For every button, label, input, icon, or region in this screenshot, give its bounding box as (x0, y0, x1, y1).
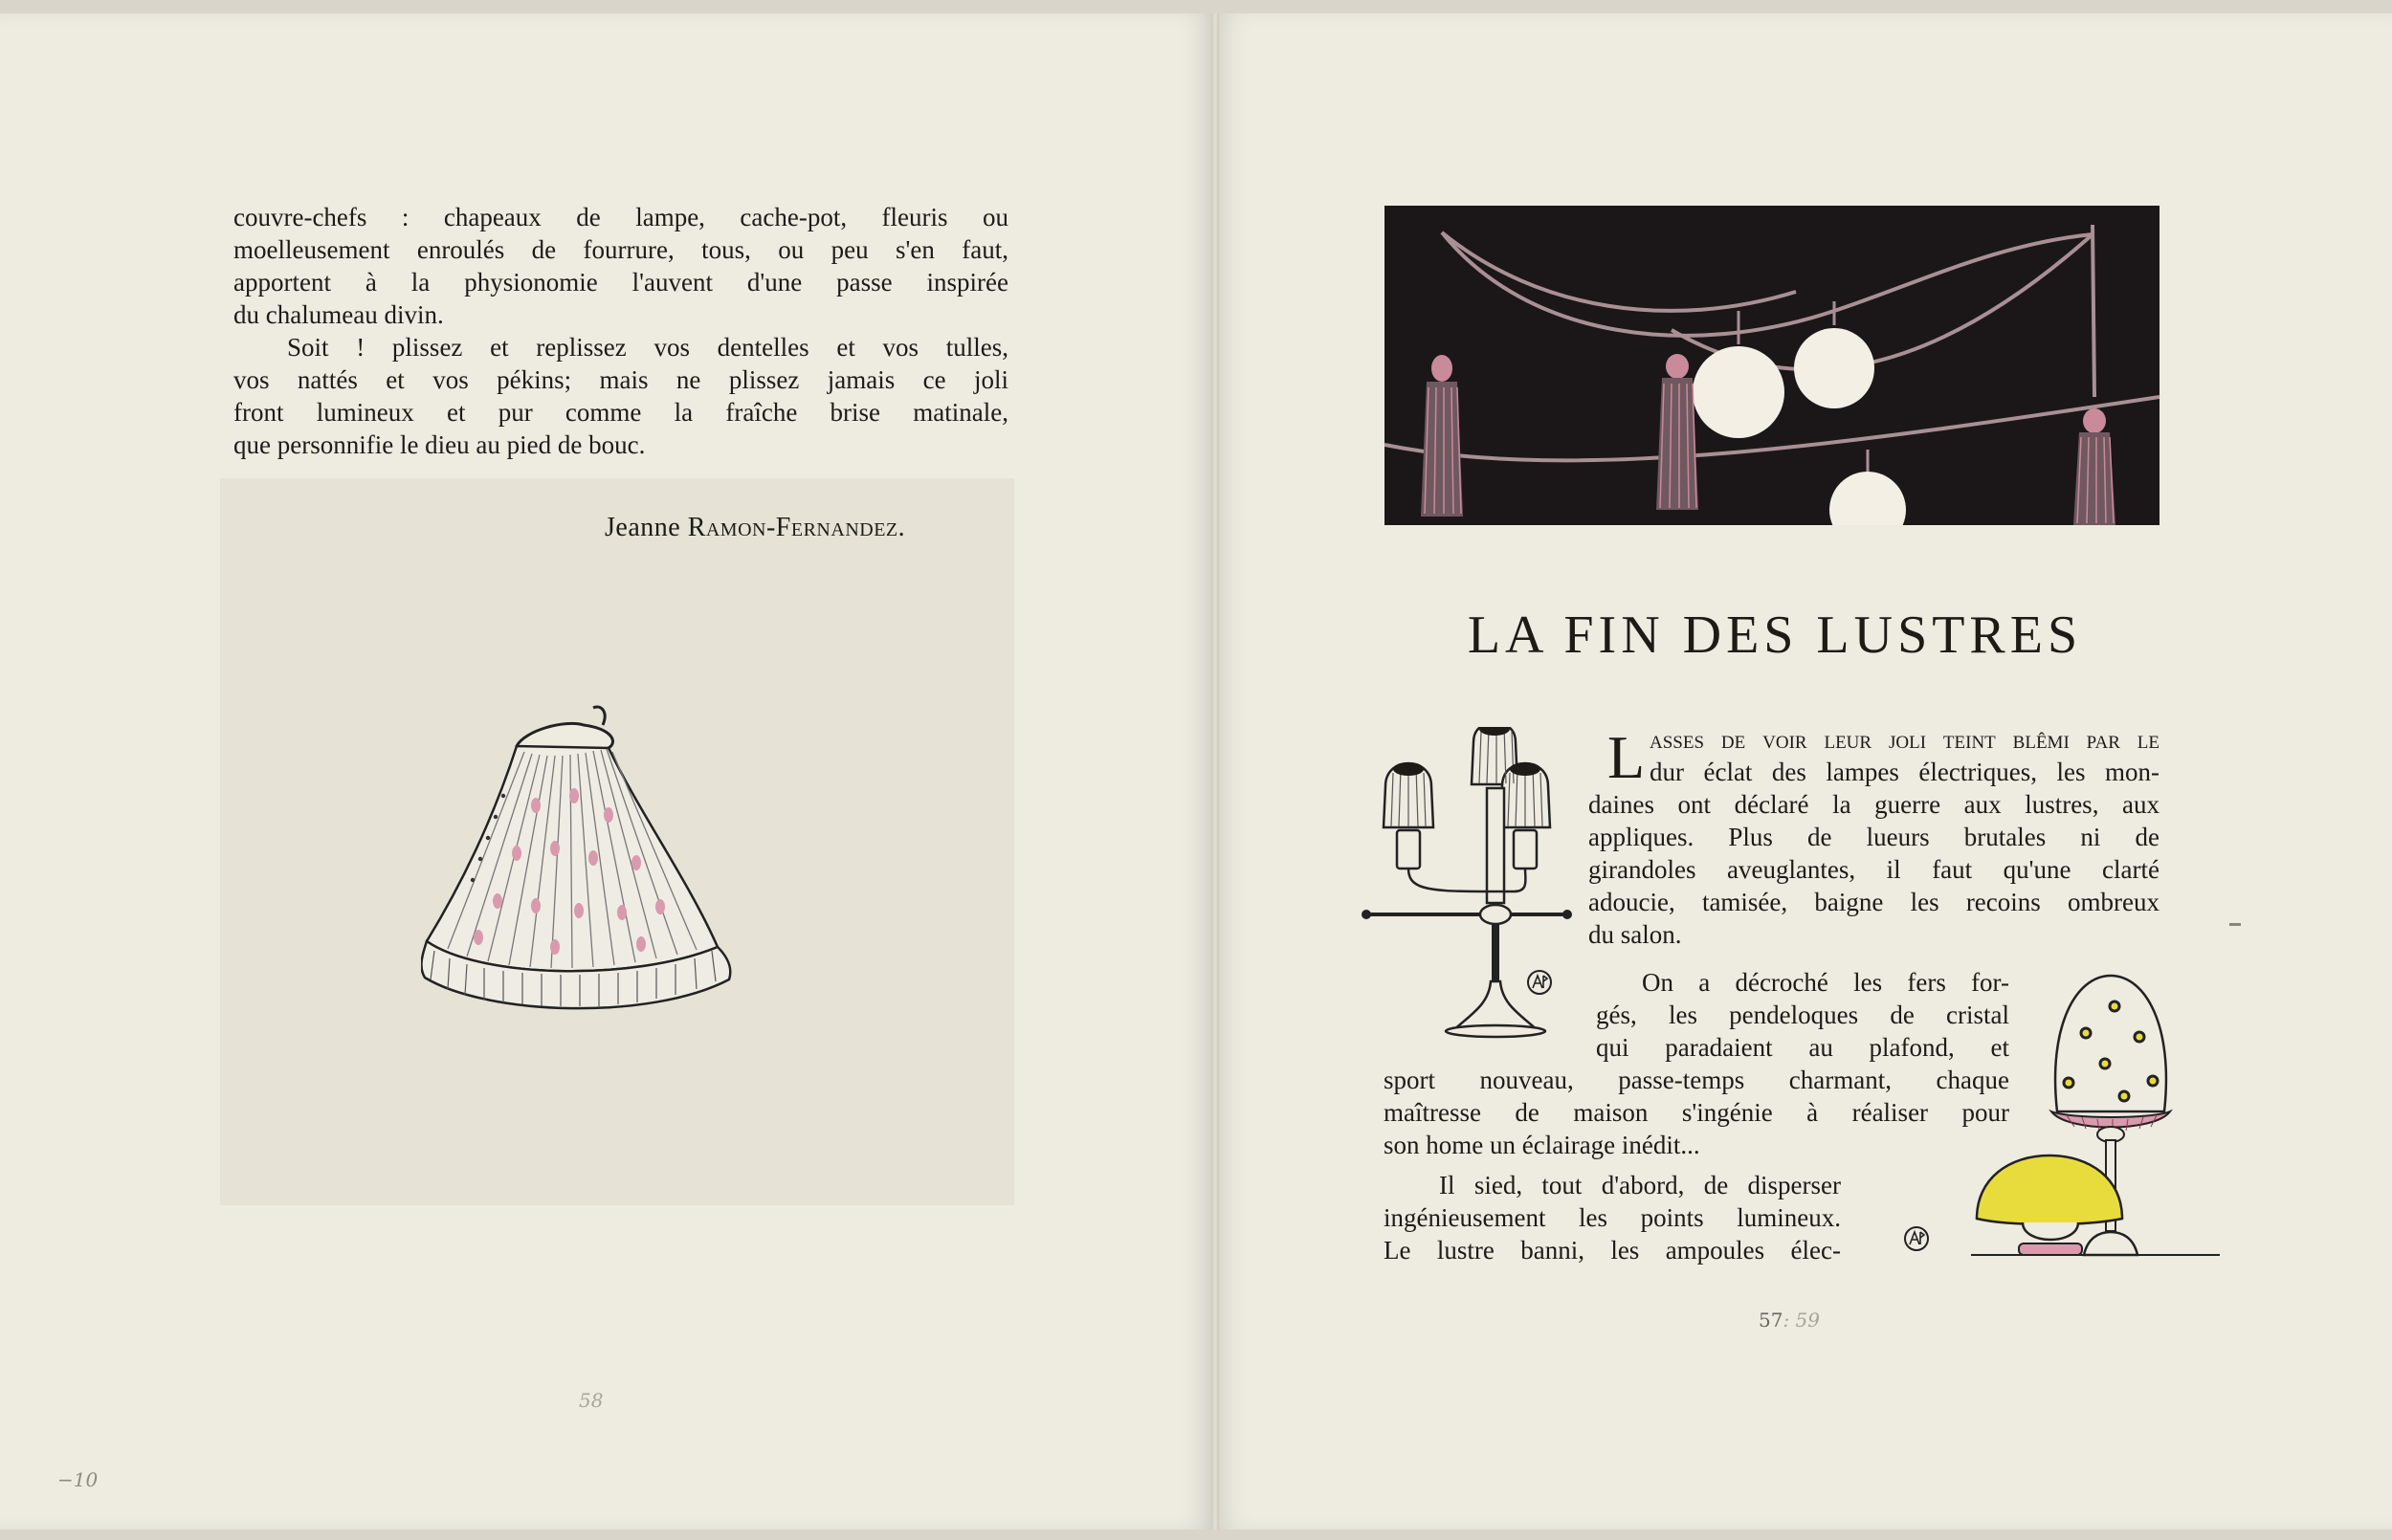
article-title: LA FIN DES LUSTRES (1467, 605, 2083, 665)
hanging-globe-lamps-icon (1384, 206, 2159, 525)
mushroom-lamps-icon (1971, 968, 2220, 1265)
text-line: sport nouveau, passe-temps charmant, chaque (1384, 1066, 2009, 1094)
text-line: Soit ! plissez et replissez vos dentelles et vos tulles, (287, 333, 1008, 362)
pencil-page-number: : 59 (1783, 1309, 1820, 1331)
text-line: moelleusement enroulés de fourrure, tous, ou peu s'en faut, (233, 235, 1008, 264)
text-line: ingénieusement les points lumineux. (1384, 1203, 1841, 1232)
text-line: adoucie, tamisée, baigne les recoins ombreux (1588, 888, 2159, 916)
text-line: dur éclat des lampes électriques, les mon- (1650, 758, 2159, 786)
text-line: couvre-chefs : chapeaux de lampe, cache-pot, fleuris ou (233, 203, 1008, 231)
text-line: apportent à la physionomie l'auvent d'une passe inspirée (233, 268, 1008, 297)
text-line: Il sied, tout d'abord, de disperser (1439, 1171, 1841, 1199)
text-line: On a décroché les fers for- (1642, 968, 2009, 997)
text-line: du chalumeau divin. (233, 300, 444, 329)
text-line: daines ont déclaré la guerre aux lustres, aux (1588, 790, 2159, 819)
monogram-icon (1525, 968, 1554, 997)
text-line: du salon. (1588, 920, 1682, 949)
text-line-first: asses de voir leur joli teint blêmi par le (1650, 725, 2159, 754)
pencil-margin-mark: −10 (57, 1468, 99, 1491)
text-line: vos nattés et vos pékins; mais ne plissez jamais ce joli (233, 365, 1008, 394)
text-line: maîtresse de maison s'ingénie à réaliser pour (1384, 1098, 2009, 1127)
printed-page-number: 57 (1759, 1309, 1783, 1331)
book-gutter (1211, 13, 1219, 1529)
text-line: gés, les pendeloques de cristal (1596, 1001, 2009, 1029)
author-signature (605, 513, 905, 543)
text-line: front lumineux et pur comme la fraîche brise matinale, (233, 398, 1008, 427)
text-line: qui paradaient au plafond, et (1596, 1033, 2009, 1062)
signature-first-name: Jeanne (605, 513, 681, 542)
edge-mark (2229, 923, 2241, 926)
drop-cap: L (1607, 723, 1646, 791)
monogram-icon (1902, 1224, 1931, 1253)
signature-last-name: Ramon-Fernandez. (687, 513, 906, 542)
text-line: son home un éclairage inédit... (1384, 1131, 1700, 1159)
text-line: que personnifie le dieu au pied de bouc. (233, 430, 646, 459)
text-line: Le lustre banni, les ampoules élec- (1384, 1236, 1841, 1265)
pleated-lampshade-icon (421, 691, 737, 1025)
pencil-page-number: 58 (579, 1389, 604, 1412)
page-number (1759, 1309, 1820, 1331)
text-line: girandoles aveuglantes, il faut qu'une clarté (1588, 855, 2159, 884)
text-line: appliques. Plus de lueurs brutales ni de (1588, 823, 2159, 851)
